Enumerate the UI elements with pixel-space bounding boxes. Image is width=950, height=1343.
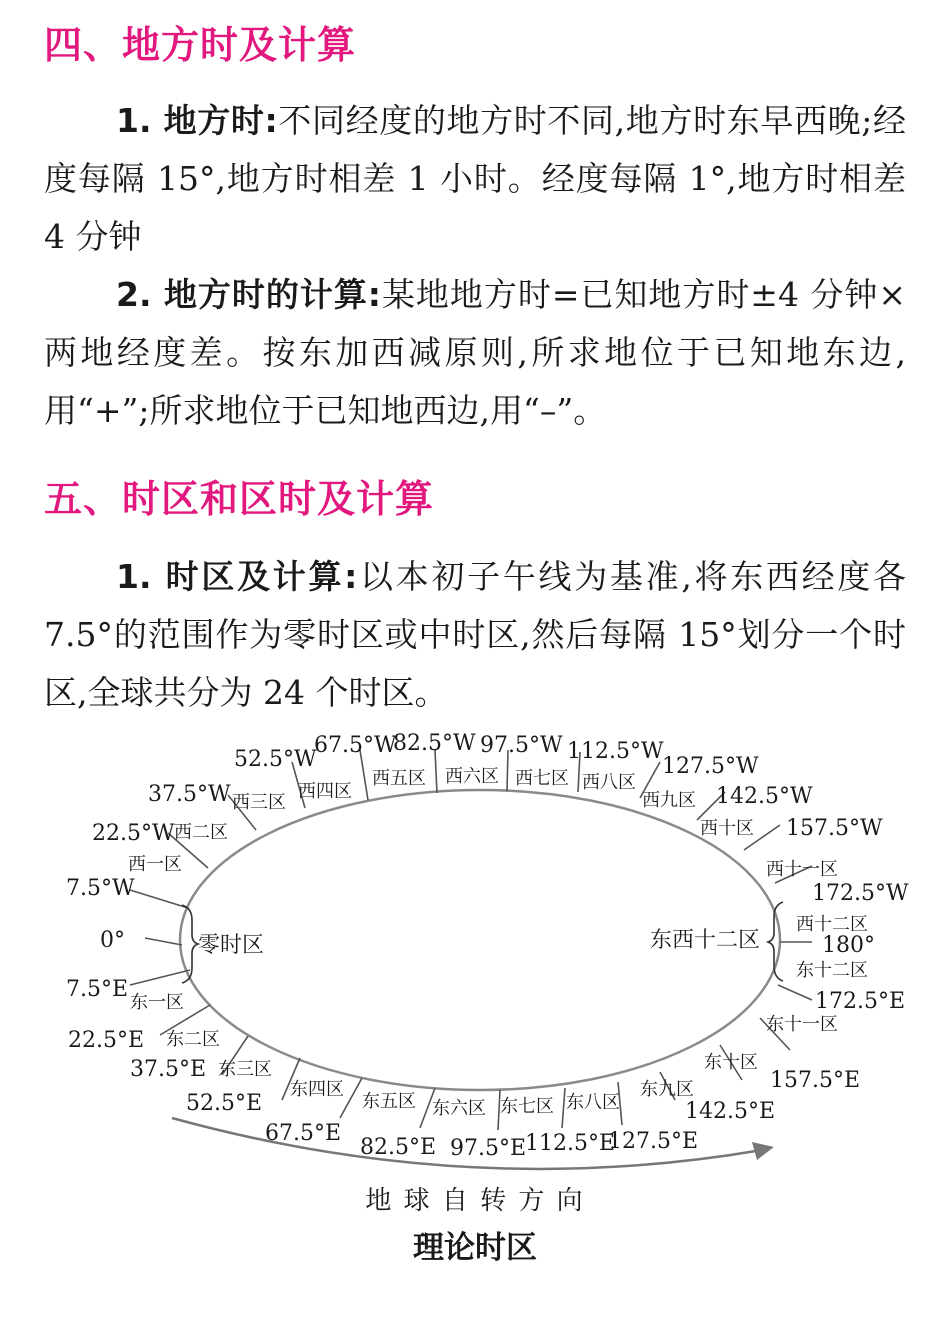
lon-157e: 157.5°E xyxy=(770,1068,861,1093)
time-zone-label: 1. 时区及计算: xyxy=(116,557,358,596)
local-time-text: 不同经度的地方时不同,地方时东早西晚;经度每隔 15°,地方时相差 1 小时。经度每隔 1°,地方时相差 4 分钟 xyxy=(44,101,906,256)
local-time-calc-paragraph xyxy=(44,266,906,440)
zone-w7: 西七区 xyxy=(515,768,569,789)
time-zone-diagram xyxy=(0,725,950,1205)
lon-52w: 52.5°W xyxy=(234,747,317,772)
lon-97e: 97.5°E xyxy=(450,1136,527,1161)
zone-e6: 东六区 xyxy=(432,1098,486,1119)
zone-w10: 西十区 xyxy=(700,818,754,839)
lon-112w: 112.5°W xyxy=(567,739,664,764)
zone-w11: 西十一区 xyxy=(766,859,838,880)
zone-w2: 西二区 xyxy=(174,822,228,843)
rotation-arrowhead xyxy=(752,1142,774,1160)
lon-82w: 82.5°W xyxy=(393,731,476,756)
lon-7e: 7.5°E xyxy=(66,977,129,1002)
zone-e12: 东十二区 xyxy=(796,960,868,981)
zone-e10: 东十区 xyxy=(704,1052,758,1073)
time-zone-paragraph xyxy=(44,548,906,722)
zone-w8: 西八区 xyxy=(582,772,636,793)
zone-e4: 东四区 xyxy=(290,1079,344,1100)
zone-e7: 东七区 xyxy=(500,1096,554,1117)
zone-w3: 西三区 xyxy=(232,792,286,813)
section4-heading: 四、地方时及计算 xyxy=(44,23,357,67)
zone-e8: 东八区 xyxy=(566,1092,620,1113)
lon-142e: 142.5°E xyxy=(685,1099,776,1124)
zone-w1: 西一区 xyxy=(128,854,182,875)
zone-w4: 西四区 xyxy=(298,781,352,802)
lon-22w: 22.5°W xyxy=(92,821,175,846)
lon-180: 180° xyxy=(822,933,875,958)
lon-37w: 37.5°W xyxy=(148,782,231,807)
zone-e9: 东九区 xyxy=(640,1079,694,1100)
lon-142w: 142.5°W xyxy=(716,784,813,809)
lon-112e: 112.5°E xyxy=(525,1131,616,1156)
zone-w12: 西十二区 xyxy=(796,914,868,935)
lon-67w: 67.5°W xyxy=(314,733,397,758)
zone-w6: 西六区 xyxy=(445,766,499,787)
rotation-direction-label: 地 球 自 转 方 向 xyxy=(365,1186,585,1216)
lon-97w: 97.5°W xyxy=(480,733,563,758)
local-time-calc-label: 2. 地方时的计算: xyxy=(116,275,381,314)
lon-0: 0° xyxy=(100,928,125,953)
lon-157w: 157.5°W xyxy=(786,816,883,841)
zone-e1: 东一区 xyxy=(130,992,184,1013)
zone-w5: 西五区 xyxy=(372,768,426,789)
zone-e5: 东五区 xyxy=(362,1091,416,1112)
zone-e11: 东十一区 xyxy=(766,1014,838,1035)
zone-e3: 东三区 xyxy=(218,1059,272,1080)
lon-172e: 172.5°E xyxy=(815,989,906,1014)
diagram-caption: 理论时区 xyxy=(413,1230,537,1266)
zero-zone-label: 零时区 xyxy=(198,933,265,958)
section5-heading: 五、时区和区时及计算 xyxy=(44,477,435,521)
local-time-calc-text: 某地地方时=已知地方时±4 分钟×两地经度差。按东加西减原则,所求地位于已知地东边,用“+”;所求地位于已知地西边,用“–”。 xyxy=(44,275,906,430)
lon-22e: 22.5°E xyxy=(68,1028,145,1053)
lon-37e: 37.5°E xyxy=(130,1057,207,1082)
lon-67e: 67.5°E xyxy=(265,1121,342,1146)
lon-7w: 7.5°W xyxy=(66,876,135,901)
zone-e2: 东二区 xyxy=(166,1029,220,1050)
zone-w9: 西九区 xyxy=(642,790,696,811)
lon-127e: 127.5°E xyxy=(608,1129,699,1154)
local-time-label: 1. 地方时: xyxy=(116,101,278,140)
lon-52e: 52.5°E xyxy=(186,1091,263,1116)
local-time-paragraph xyxy=(44,92,906,266)
lon-82e: 82.5°E xyxy=(360,1135,437,1160)
time-zone-text: 以本初子午线为基准,将东西经度各 7.5°的范围作为零时区或中时区,然后每隔 15°划分一个时区,全球共分为 24 个时区。 xyxy=(44,557,906,712)
date-line-zone-label: 东西十二区 xyxy=(650,928,761,953)
lon-172w: 172.5°W xyxy=(812,881,909,906)
lon-127w: 127.5°W xyxy=(662,754,759,779)
east-longitude-labels xyxy=(66,977,905,1161)
